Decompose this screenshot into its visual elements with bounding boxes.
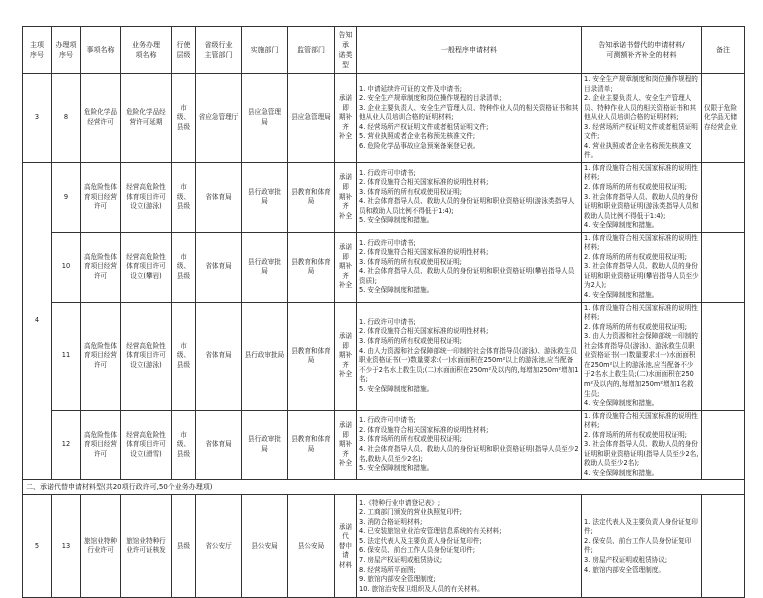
list-item: 4. 安全保障制度和措施。 [584, 399, 659, 408]
list-item: 1. 安全生产规章制度和岗位操作规程的目录清单; [584, 75, 698, 93]
col-materials: 一般程序申请材料 [357, 27, 582, 74]
sub-no: 8 [52, 74, 81, 163]
main-no: 3 [23, 74, 52, 163]
list-item: 9. 旅馆内部安全管理制度; [359, 575, 436, 584]
note: 仅限于危险化学品无储存经营企业 [702, 74, 745, 163]
list-item: 4. 安全保障制度和措施。 [584, 291, 659, 300]
sub-no: 9 [52, 162, 81, 232]
list-item: 5. 安全保障制度和措施。 [359, 286, 434, 295]
sup-dept: 县应急管理局 [288, 74, 335, 163]
list-item: 2. 体育场所的所有权或使用权证明; [584, 322, 687, 331]
list-item: 2. 体育场所的所有权或使用权证明; [584, 252, 687, 261]
materials-cell [357, 302, 582, 410]
impl-dept: 县行政审批 局 [242, 410, 288, 480]
list-item: 3. 房屋产权证明或租赁协议; [584, 555, 668, 564]
biz-name: 旅馆业特种行 业许可证核发 [121, 495, 172, 598]
prov-dept: 省应急管理厅 [196, 74, 242, 163]
table-row [23, 302, 745, 410]
item-name: 高危险性体 育项目经营 许可 [81, 232, 121, 302]
list-item: 1. 法定代表人及主要负责人身份证复印件; [584, 517, 698, 536]
impl-dept: 县行政审批 局 [242, 162, 288, 232]
note [702, 302, 745, 410]
replace-cell [582, 74, 702, 163]
table-row [23, 162, 745, 232]
list-item: 2. 体育设施符合相关国家标准的说明性材料; [359, 425, 489, 434]
level: 市级、 县级 [172, 232, 196, 302]
list-item: 3. 社会体育指导人员、救助人员的身份证明和职业资格证明(指导人员至少2名,救助人员至少2名); [584, 440, 699, 468]
list-item: 4. 旅馆内部安全管理制度。 [584, 565, 665, 574]
col-type: 告知承 诺类型 [335, 27, 357, 74]
item-name: 高危险性体 育项目经营 许可 [81, 410, 121, 480]
list-item: 2. 工商部门颁发的营业执照复印件; [359, 508, 462, 517]
level: 市级、 县级 [172, 74, 196, 163]
list-item: 1. 体育设施符合相关国家标准的说明性材料; [584, 303, 698, 322]
list-item: 4. 营业执照或者企业名称预先核准文件。 [584, 141, 692, 160]
prov-dept: 省体育局 [196, 232, 242, 302]
biz-name: 经营高危险性 体育项目许可 设立(游泳) [121, 162, 172, 232]
list-item: 3. 企业主要负责人、安全生产管理人员、特种作业人员的相关资格证书和其他从业人员培训合格的证明材料; [359, 103, 579, 122]
impl-dept: 县行政审批 局 [242, 232, 288, 302]
list-item: 5. 安全保障制度和措施。 [359, 384, 434, 393]
replace-cell [582, 232, 702, 302]
prov-dept: 省体育局 [196, 302, 242, 410]
list-item: 1. 体育设施符合相关国家标准的说明性材料; [584, 163, 698, 182]
list-item: 4. 由人力资源和社会保障部统一印制的社会体育指导员(游泳)、游泳救生员职业资格证书(一)数量要求:(一)水面面积在250m²以上的游泳池,应当配备不少于2名水上救生员;(二)水面面积在250m²及以内的,每增加250m²增加1名; [359, 346, 579, 384]
list-item: 3. 体育场所的所有权或使用权证明; [359, 435, 462, 444]
list-item: 2. 保安员、前台工作人员身份证复印件; [584, 536, 692, 555]
prov-dept: 省公安厅 [196, 495, 242, 598]
biz-name: 经营高危险性 体育项目许可 设立(攀岩) [121, 232, 172, 302]
licensing-table [22, 26, 745, 598]
impl-dept: 县应急管理 局 [242, 74, 288, 163]
materials-cell [357, 495, 582, 598]
list-item: 4. 已安装旅馆业业治安管理信息系统的有关材料; [359, 527, 502, 536]
col-main-no: 主项 序号 [23, 27, 52, 74]
list-item: 4. 社会体育指导人员、救助人员的身份证明和职业资格证明(指导人员至少2名,救助人员至少2名); [359, 445, 579, 463]
materials-cell [357, 232, 582, 302]
header-row [23, 27, 745, 74]
col-biz-name: 业务办理 项名称 [121, 27, 172, 74]
level: 市级、 县级 [172, 302, 196, 410]
note [702, 410, 745, 480]
replace-cell [582, 302, 702, 410]
col-item-name: 事项名称 [81, 27, 121, 74]
impl-dept: 县公安局 [242, 495, 288, 598]
promise-type: 承诺即 期补齐 补全 [335, 162, 357, 232]
list-item: 1. 行政许可申请书; [359, 238, 416, 247]
list-item: 5. 法定代表人及主要负责人身份证复印件; [359, 536, 482, 545]
table-row [23, 495, 745, 598]
sub-no: 12 [52, 410, 81, 480]
list-item: 3. 由人力资源和社会保障部统一印制的社会体育指导员(游泳)、游泳救生员职业资格证书(一)数量要求:(一)水面面积在250m²以上的游泳池,应当配备不少于2名水上救生员;(二)水面面积在250m²及以内的,每增加250m²增加1名救生员; [584, 332, 698, 398]
sup-dept: 县教育和体育 局 [288, 232, 335, 302]
level: 市级、 县级 [172, 162, 196, 232]
table-row [23, 410, 745, 480]
promise-type: 承诺代 替申请 材料 [335, 495, 357, 598]
list-item: 5. 营业执照或者企业名称预先核准文件; [359, 132, 476, 141]
list-item: 1. 体育设施符合相关国家标准的说明性材料; [584, 233, 698, 252]
col-prov-dept: 省级行业 主管部门 [196, 27, 242, 74]
list-item: 5. 安全保障制度和措施。 [359, 216, 434, 225]
promise-type: 承诺即 期补齐 补全 [335, 410, 357, 480]
prov-dept: 省体育局 [196, 410, 242, 480]
list-item: 3. 体育场所的所有权或使用权证明; [359, 257, 462, 266]
main-no: 5 [23, 495, 52, 598]
col-sup-dept: 监管部门 [288, 27, 335, 74]
list-item: 1. 行政许可申请书; [359, 168, 416, 177]
replace-cell [582, 495, 702, 598]
list-item: 2. 企业主要负责人、安全生产管理人员、特种作业人员的相关资格证书和其他从业人员培训合格的证明材料; [584, 94, 697, 122]
section-title: 二、承诺代替申请材料型(共20项行政许可,50个业务办理项) [23, 480, 745, 495]
list-item: 2. 体育场所的所有权或使用权证明; [584, 430, 687, 439]
col-sub-no: 办理项 序号 [52, 27, 81, 74]
impl-dept: 县行政审批局 [242, 302, 288, 410]
list-item: 4. 安全保障制度和措施。 [584, 221, 659, 230]
list-item: 3. 社会体育指导人员、救助人员的身份证明和职业资格证明(攀岩指导人员至少为2人); [584, 262, 699, 290]
sup-dept: 县教育和体育 局 [288, 302, 335, 410]
prov-dept: 省体育局 [196, 162, 242, 232]
list-item: 3. 社会体育指导人员、救助人员的身份证明和职业资格证明(游泳类指导人员和救助人员比例不得低于1:4); [584, 192, 699, 220]
item-name: 高危险性体 育项目经营 许可 [81, 302, 121, 410]
list-item: 5. 安全保障制度和措施。 [359, 464, 434, 473]
materials-cell [357, 74, 582, 163]
note [702, 232, 745, 302]
level: 市级、 县级 [172, 410, 196, 480]
list-item: 6. 危险化学品事故应急预案备案登记表。 [359, 141, 480, 150]
sub-no: 13 [52, 495, 81, 598]
main-no: 4 [23, 162, 52, 480]
list-item: 4. 安全保障制度和措施。 [584, 468, 659, 477]
list-item: 2. 体育设施符合相关国家标准的说明性材料; [359, 327, 489, 336]
replace-cell [582, 162, 702, 232]
section-row [23, 480, 745, 495]
list-item: 3. 体育场所的所有权或使用权证明; [359, 336, 462, 345]
materials-cell [357, 162, 582, 232]
table-row [23, 232, 745, 302]
level: 县级 [172, 495, 196, 598]
list-item: 3. 消防合格证明材料; [359, 517, 423, 526]
list-item: 2. 体育设施符合相关国家标准的说明性材料; [359, 248, 489, 257]
item-name: 危险化学品 经营许可 [81, 74, 121, 163]
biz-name: 经营高危险性 体育项目许可 设立(滑雪) [121, 410, 172, 480]
list-item: 1. 行政许可申请书; [359, 317, 416, 326]
list-item: 6. 保安员、前台工作人员身份证复印件; [359, 546, 476, 555]
list-item: 3. 体育场所的所有权或使用权证明; [359, 187, 462, 196]
list-item: 2. 体育场所的所有权或使用权证明; [584, 183, 687, 192]
promise-type: 承诺即 期补齐 补全 [335, 232, 357, 302]
replace-cell [582, 410, 702, 480]
col-impl-dept: 实施部门 [242, 27, 288, 74]
list-item: 1.《特种行业申请登记表》; [359, 498, 441, 507]
list-item: 3. 经营场所产权证明文件或者租赁证明文件; [584, 122, 698, 141]
col-note: 备注 [702, 27, 745, 74]
list-item: 1. 申请延续许可证的文件及申请书; [359, 84, 462, 93]
list-item: 4. 社会体育指导人员、救助人员的身份证明和职业资格证明(游泳类指导人员和救助人员比例不得低于1:4); [359, 197, 575, 215]
list-item: 4. 社会体育指导人员、救助人员的身份证明和职业资格证明(攀岩指导人员资质); [359, 267, 575, 285]
promise-type: 承诺即 期补齐 补全 [335, 74, 357, 163]
list-item: 2. 安全生产规章制度和岗位操作规程的目录清单; [359, 94, 502, 103]
list-item: 8. 经营场所平面图; [359, 565, 416, 574]
sub-no: 11 [52, 302, 81, 410]
item-name: 高危险性体 育项目经营 许可 [81, 162, 121, 232]
list-item: 4. 经营场所产权证明文件或者租赁证明文件; [359, 122, 489, 131]
list-item: 7. 房屋产权证明或租赁协议; [359, 555, 443, 564]
biz-name: 经营高危险性 体育项目许可 设立(游泳) [121, 302, 172, 410]
list-item: 1. 体育设施符合相关国家标准的说明性材料; [584, 411, 698, 430]
note [702, 162, 745, 232]
sup-dept: 县教育和体育 局 [288, 162, 335, 232]
item-name: 旅馆业特种 行业许可 [81, 495, 121, 598]
table-row [23, 74, 745, 163]
sup-dept: 县公安局 [288, 495, 335, 598]
col-level: 行使 层级 [172, 27, 196, 74]
note [702, 495, 745, 598]
col-replace: 告知承诺书替代的申请材料/ 可测额补齐补全的材料 [582, 27, 702, 74]
materials-cell [357, 410, 582, 480]
sub-no: 10 [52, 232, 81, 302]
sup-dept: 县教育和体育 局 [288, 410, 335, 480]
promise-type: 承诺即 期补齐 补全 [335, 302, 357, 410]
biz-name: 危险化学品经 营许可延期 [121, 74, 172, 163]
list-item: 2. 体育设施符合相关国家标准的说明性材料; [359, 178, 489, 187]
list-item: 10. 旅馆治安保卫组织及人员的有关材料。 [359, 584, 484, 593]
list-item: 1. 行政许可申请书; [359, 416, 416, 425]
